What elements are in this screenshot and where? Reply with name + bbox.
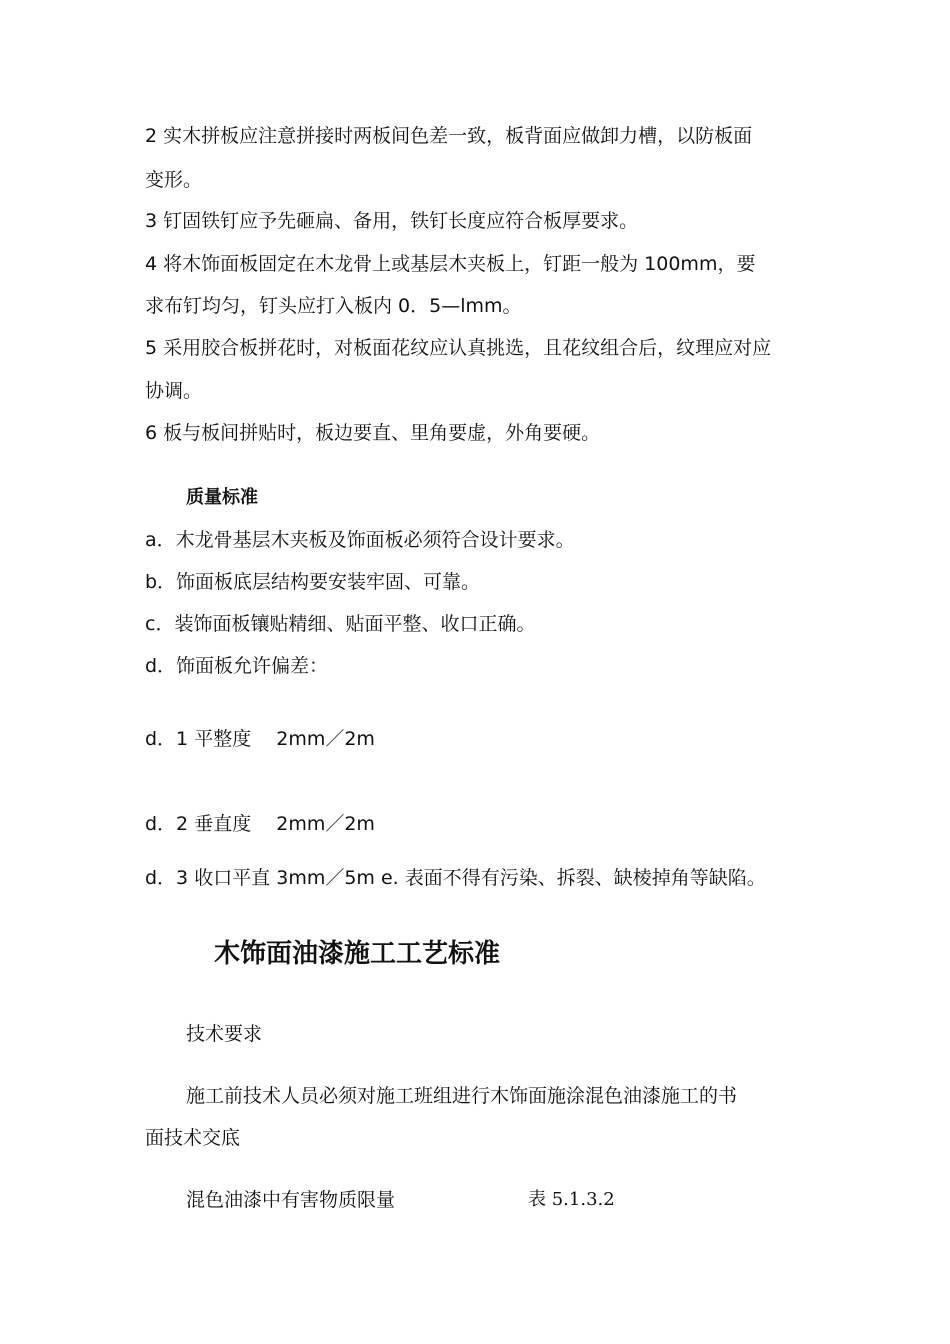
quality-item-d: d．饰面板允许偏差： bbox=[145, 655, 329, 677]
paragraph-3: 3 钉固铁钉应予先砸扁、备用，铁钉长度应符合板厚要求。 bbox=[145, 210, 639, 232]
table-caption-number: 表 5.1.3.2 bbox=[528, 1189, 615, 1210]
paragraph-6: 6 板与板间拼贴时，板边要直、里角要虚，外角要硬。 bbox=[145, 422, 601, 444]
section-body-line-1: 施工前技术人员必须对施工班组进行木饰面施涂混色油漆施工的书 bbox=[186, 1085, 738, 1107]
paragraph-2-line-2: 变形。 bbox=[145, 169, 203, 191]
quality-heading: 质量标准 bbox=[186, 487, 258, 508]
section-subheading: 技术要求 bbox=[186, 1023, 263, 1045]
paragraph-2-line-1: 2 实木拼板应注意拼接时两板间色差一致，板背面应做卸力槽，以防板面 bbox=[145, 125, 753, 147]
section-body-line-2: 面技术交底 bbox=[145, 1127, 241, 1149]
quality-item-b: b．饰面板底层结构要安装牢固、可靠。 bbox=[145, 571, 481, 593]
paragraph-4-line-2: 求布钉均匀，钉头应打入板内 0．5—lmm。 bbox=[145, 295, 522, 317]
table-caption-label: 混色油漆中有害物质限量 bbox=[186, 1189, 396, 1211]
tolerance-flatness: d．1 平整度 2mm／2m bbox=[145, 728, 375, 750]
quality-item-a: a．木龙骨基层木夹板及饰面板必须符合设计要求。 bbox=[145, 529, 575, 551]
paragraph-4-line-1: 4 将木饰面板固定在木龙骨上或基层木夹板上，钉距一般为 100mm，要 bbox=[145, 253, 756, 275]
paragraph-5-line-2: 协调。 bbox=[145, 380, 203, 402]
tolerance-verticality: d．2 垂直度 2mm／2m bbox=[145, 813, 375, 835]
paragraph-5-line-1: 5 采用胶合板拼花时，对板面花纹应认真挑选，且花纹组合后，纹理应对应 bbox=[145, 337, 772, 359]
quality-item-c: c．装饰面板镶贴精细、贴面平整、收口正确。 bbox=[145, 613, 536, 635]
section-title: 木饰面油漆施工工艺标准 bbox=[214, 939, 501, 969]
tolerance-edge-straightness: d．3 收口平直 3mm／5m e. 表面不得有污染、拆裂、缺棱掉角等缺陷。 bbox=[145, 867, 766, 889]
